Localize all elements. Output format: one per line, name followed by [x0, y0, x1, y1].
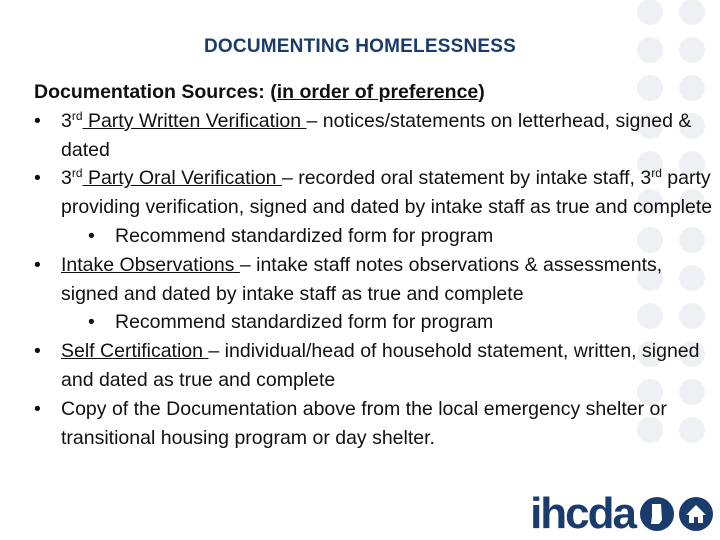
- list-item: [34, 107, 714, 165]
- ordinal-suffix: rd: [71, 166, 83, 181]
- heading-suffix: ): [478, 81, 485, 103]
- sub-list-item: • Recommend standardized form for program: [34, 308, 714, 337]
- slide-body: [34, 78, 714, 452]
- source-description: – recorded oral statement by intake staff, 3: [281, 167, 652, 190]
- source-description-cont: party providing verification, signed and dated by intake staff as true and complete: [61, 167, 713, 219]
- heading-underlined: in order of preference: [276, 81, 479, 103]
- ordinal-number: 3: [61, 167, 72, 190]
- source-name: Self Certification: [61, 340, 209, 363]
- list-item: • Copy of the Documentation above from the local emergency shelter or transitional housing program or day shelter.: [34, 395, 714, 453]
- ihcda-logo: [530, 489, 714, 538]
- source-name: Intake Observations: [61, 253, 240, 276]
- indiana-state-icon: [639, 496, 675, 532]
- heading-prefix: Documentation Sources: (: [34, 81, 277, 103]
- house-icon: [678, 496, 714, 532]
- ordinal-number: 3: [61, 109, 72, 132]
- source-description: – notices/statements on letterhead, signed & dated: [61, 109, 692, 161]
- source-description: – intake staff notes observations & assessments, signed and dated by intake staff as true and complete: [61, 253, 663, 305]
- ordinal-suffix: rd: [71, 108, 83, 123]
- list-item: [34, 251, 714, 309]
- list-item: [34, 164, 714, 222]
- source-name: Party Oral Verification: [82, 167, 282, 190]
- list-item: [34, 337, 714, 395]
- ordinal-suffix: rd: [651, 166, 662, 181]
- documentation-sources-heading: [34, 78, 714, 107]
- source-description: – individual/head of household statement, written, signed and dated as true and complete: [61, 340, 700, 391]
- sub-list-item: • Recommend standardized form for program: [34, 222, 714, 251]
- source-name: Party Written Verification: [82, 109, 307, 132]
- sources-list: [34, 107, 714, 453]
- slide-title: DOCUMENTING HOMELESSNESS: [204, 36, 516, 57]
- logo-wordmark: ihcda: [530, 489, 635, 538]
